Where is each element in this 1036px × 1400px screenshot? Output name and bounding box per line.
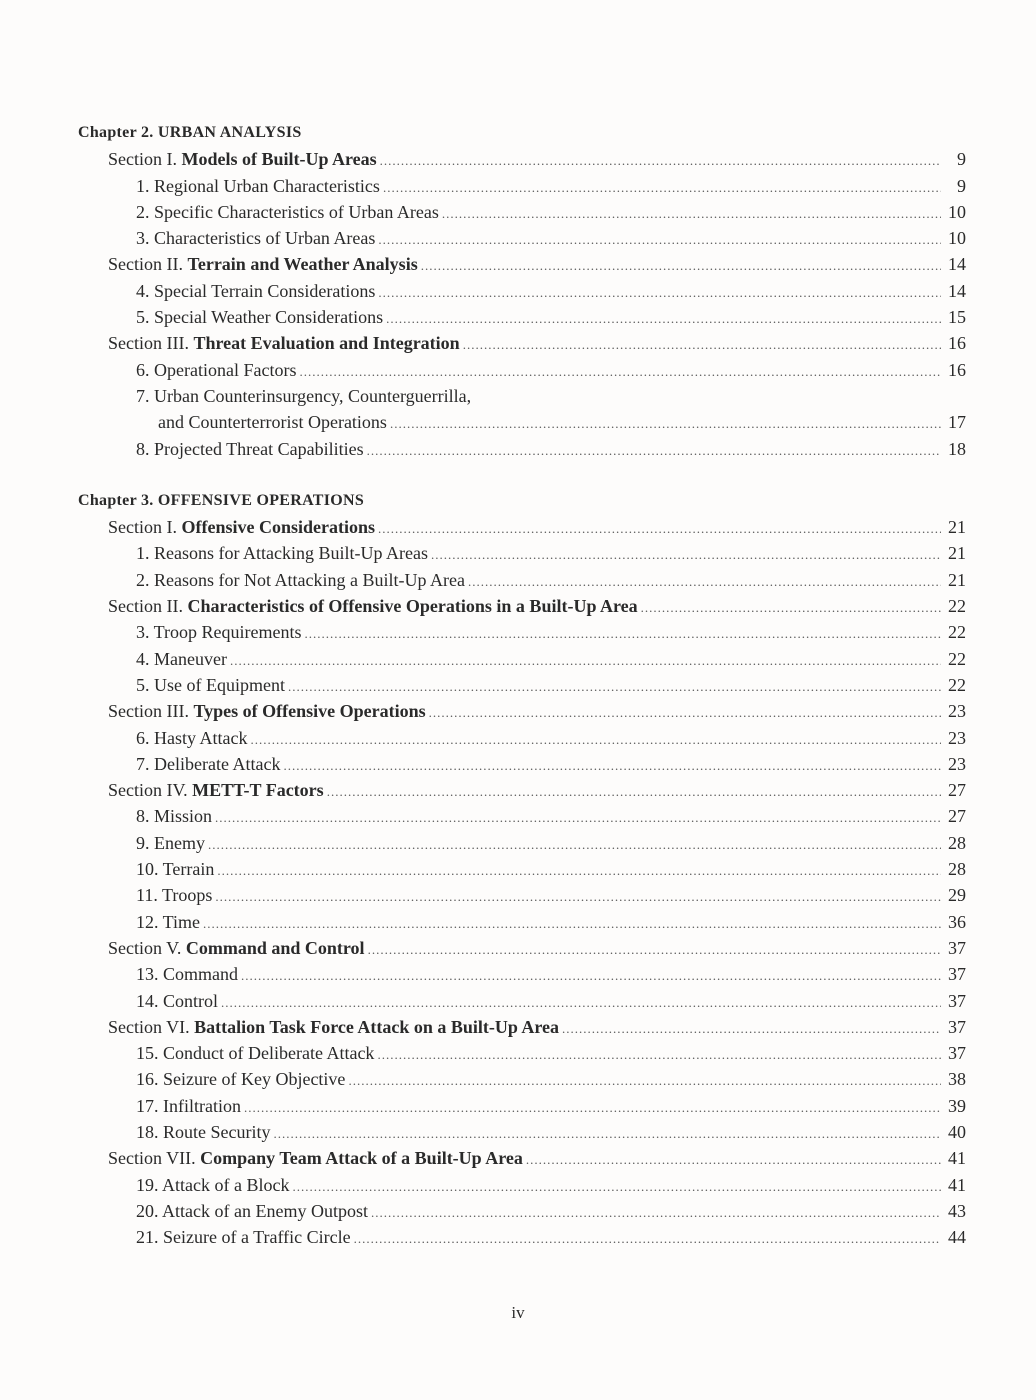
dot-leader	[429, 700, 941, 726]
section-prefix: Section III.	[108, 333, 194, 354]
dot-leader	[367, 438, 941, 464]
toc-item-row[interactable]	[78, 1066, 966, 1092]
item-label: 19. Attack of a Block	[136, 1174, 290, 1195]
chapter-heading: Chapter 2. URBAN ANALYSIS	[78, 124, 302, 141]
page-number: 38	[948, 1069, 966, 1090]
page-number: 41	[948, 1174, 966, 1195]
page-number: 22	[948, 622, 966, 643]
item-label: 3. Characteristics of Urban Areas	[136, 228, 376, 249]
toc-item-row[interactable]	[78, 856, 966, 882]
dot-leader	[421, 253, 941, 279]
item-label: 5. Special Weather Considerations	[136, 307, 384, 328]
page-number: 23	[948, 753, 966, 774]
section-title: Command and Control	[185, 937, 365, 958]
page-number: 44	[948, 1227, 966, 1248]
toc-section-row[interactable]	[78, 514, 966, 540]
dot-leader	[348, 1068, 941, 1094]
page-number: 18	[948, 438, 966, 459]
toc-item-row[interactable]	[78, 672, 966, 698]
section-title: Terrain and Weather Analysis	[187, 254, 418, 275]
dot-leader	[305, 621, 941, 647]
toc-item-row[interactable]	[78, 1040, 966, 1066]
item-label: 7. Urban Counterinsurgency, Counterguerrilla,	[136, 385, 472, 406]
toc-item-row[interactable]	[78, 1224, 966, 1250]
dot-leader	[283, 753, 941, 779]
toc-item-row[interactable]	[78, 173, 966, 199]
dot-leader	[288, 674, 941, 700]
page-number: 17	[948, 412, 966, 433]
toc-item-row[interactable]	[78, 383, 966, 409]
item-label: 18. Route Security	[136, 1121, 271, 1142]
toc-item-row[interactable]	[78, 803, 966, 829]
dot-leader	[371, 1200, 941, 1226]
dot-leader	[378, 516, 941, 542]
section-prefix: Section VII.	[108, 1148, 201, 1169]
page-number: 14	[948, 254, 966, 275]
item-label: 8. Projected Threat Capabilities	[136, 438, 364, 459]
page-number: 27	[948, 806, 966, 827]
dot-leader	[383, 175, 941, 201]
page-number: 21	[948, 543, 966, 564]
section-title: Company Team Attack of a Built-Up Area	[200, 1148, 523, 1169]
toc-section-row[interactable]	[78, 1014, 966, 1040]
table-of-contents	[78, 120, 966, 1250]
page-number: 41	[948, 1148, 966, 1169]
page-number-footer: iv	[511, 1303, 525, 1322]
page-number: 39	[948, 1095, 966, 1116]
section-title: Types of Offensive Operations	[193, 701, 426, 722]
item-label: 4. Special Terrain Considerations	[136, 280, 376, 301]
page-number: 22	[948, 674, 966, 695]
item-label: 2. Reasons for Not Attacking a Built-Up Area	[136, 569, 465, 590]
toc-item-row[interactable]	[78, 304, 966, 330]
dot-leader	[562, 1016, 941, 1042]
dot-leader	[641, 595, 941, 621]
dot-leader	[230, 648, 941, 674]
toc-section-row[interactable]	[78, 593, 966, 619]
dot-leader	[377, 1042, 941, 1068]
toc-item-row[interactable]	[78, 751, 966, 777]
dot-leader	[378, 227, 941, 253]
page-number: 36	[948, 911, 966, 932]
dot-leader	[526, 1147, 941, 1173]
page-number: 16	[948, 359, 966, 380]
item-label: 20. Attack of an Enemy Outpost	[136, 1200, 368, 1221]
item-label: 14. Control	[136, 990, 219, 1011]
dot-leader	[203, 911, 941, 937]
toc-item-row[interactable]	[78, 278, 966, 304]
section-prefix: Section I.	[108, 517, 182, 538]
toc-item-row[interactable]	[78, 882, 966, 908]
toc-item-row[interactable]	[78, 225, 966, 251]
section-title: Offensive Considerations	[181, 517, 375, 538]
item-label: 1. Regional Urban Characteristics	[136, 175, 380, 196]
toc-item-row[interactable]	[78, 1119, 966, 1145]
dot-leader	[299, 359, 941, 385]
section-prefix: Section II.	[108, 596, 188, 617]
toc-item-row[interactable]	[78, 199, 966, 225]
section-prefix: Section VI.	[108, 1016, 195, 1037]
dot-leader	[378, 280, 941, 306]
page-number: 22	[948, 648, 966, 669]
toc-item-row[interactable]	[78, 646, 966, 672]
page-number: 29	[948, 885, 966, 906]
item-label: 5. Use of Equipment	[136, 674, 285, 695]
page-number: 37	[948, 1043, 966, 1064]
page-number: 14	[948, 280, 966, 301]
toc-item-row[interactable]	[78, 988, 966, 1014]
section-title: Threat Evaluation and Integration	[193, 333, 460, 354]
toc-item-row[interactable]	[78, 357, 966, 383]
toc-item-row[interactable]	[78, 961, 966, 987]
page-number: 21	[948, 569, 966, 590]
item-label: 12. Time	[136, 911, 201, 932]
item-label: 3. Troop Requirements	[136, 622, 302, 643]
item-label: 6. Hasty Attack	[136, 727, 248, 748]
item-label: 11. Troops	[136, 885, 213, 906]
dot-leader	[468, 569, 941, 595]
page-number: 22	[948, 596, 966, 617]
item-label: 21. Seizure of a Traffic Circle	[136, 1227, 351, 1248]
toc-item-continuation-row[interactable]	[78, 409, 966, 435]
dot-leader	[431, 542, 941, 568]
dot-leader	[241, 963, 941, 989]
toc-section-row[interactable]	[78, 935, 966, 961]
dot-leader	[380, 148, 941, 174]
toc-section-row[interactable]	[78, 251, 966, 277]
page-number: 23	[948, 727, 966, 748]
dot-leader	[386, 306, 941, 332]
toc-item-row[interactable]	[78, 725, 966, 751]
page-number: 37	[948, 990, 966, 1011]
toc-section-row[interactable]	[78, 1145, 966, 1171]
toc-section-row[interactable]	[78, 777, 966, 803]
item-label: 8. Mission	[136, 806, 213, 827]
page-number: 10	[948, 201, 966, 222]
dot-leader	[217, 858, 941, 884]
section-prefix: Section I.	[108, 149, 182, 170]
section-prefix: Section III.	[108, 701, 194, 722]
toc-section-row[interactable]	[78, 698, 966, 724]
page-number: 21	[948, 517, 966, 538]
toc-item-row[interactable]	[78, 619, 966, 645]
section-prefix: Section V.	[108, 937, 186, 958]
item-label: 17. Infiltration	[136, 1095, 241, 1116]
section-prefix: Section II.	[108, 254, 188, 275]
dot-leader	[221, 990, 941, 1016]
page-number: 37	[948, 937, 966, 958]
page-number: 40	[948, 1121, 966, 1142]
item-label: 13. Command	[136, 964, 238, 985]
item-label: 15. Conduct of Deliberate Attack	[136, 1043, 375, 1064]
dot-leader	[273, 1121, 941, 1147]
page-number: 9	[957, 175, 966, 196]
item-label: 6. Operational Factors	[136, 359, 297, 380]
item-label: 1. Reasons for Attacking Built-Up Areas	[136, 543, 428, 564]
item-label: 16. Seizure of Key Objective	[136, 1069, 346, 1090]
dot-leader	[390, 411, 941, 437]
toc-section-row[interactable]	[78, 146, 966, 172]
toc-item-row[interactable]	[78, 567, 966, 593]
chapter-heading: Chapter 3. OFFENSIVE OPERATIONS	[78, 491, 365, 509]
section-title: Characteristics of Offensive Operations in a Built-Up Area	[187, 596, 638, 617]
item-label: 9. Enemy	[136, 832, 205, 853]
toc-item-row[interactable]	[78, 1172, 966, 1198]
page-number: 27	[948, 780, 966, 801]
page-number: 9	[957, 149, 966, 170]
dot-leader	[354, 1226, 941, 1252]
page-number: 37	[948, 1016, 966, 1037]
dot-leader	[442, 201, 941, 227]
section-title: Battalion Task Force Attack on a Built-Up Area	[194, 1016, 560, 1037]
item-label: 4. Maneuver	[136, 648, 227, 669]
dot-leader	[244, 1095, 941, 1121]
page-number: 43	[948, 1200, 966, 1221]
page-number: 10	[948, 228, 966, 249]
toc-item-row[interactable]	[78, 1198, 966, 1224]
item-label: 7. Deliberate Attack	[136, 753, 281, 774]
toc-item-row[interactable]	[78, 1093, 966, 1119]
item-label: 2. Specific Characteristics of Urban Areas	[136, 201, 439, 222]
section-title: Models of Built-Up Areas	[181, 149, 377, 170]
dot-leader	[250, 727, 941, 753]
dot-leader	[215, 805, 941, 831]
dot-leader	[463, 332, 941, 358]
page-number: 23	[948, 701, 966, 722]
toc-item-row[interactable]	[78, 909, 966, 935]
toc-item-row[interactable]	[78, 830, 966, 856]
page-number: 37	[948, 964, 966, 985]
toc-section-row[interactable]	[78, 330, 966, 356]
page-number: 16	[948, 333, 966, 354]
item-label: 10. Terrain	[136, 859, 215, 880]
section-prefix: Section IV.	[108, 780, 193, 801]
dot-leader	[292, 1174, 941, 1200]
page-number: 28	[948, 832, 966, 853]
dot-leader	[368, 937, 941, 963]
page-number: 28	[948, 859, 966, 880]
toc-item-row[interactable]	[78, 540, 966, 566]
toc-item-row[interactable]	[78, 436, 966, 462]
dot-leader	[215, 884, 941, 910]
section-title: METT-T Factors	[192, 780, 324, 801]
item-label-continuation: and Counterterrorist Operations	[158, 412, 387, 433]
dot-leader	[327, 779, 941, 805]
dot-leader	[208, 832, 941, 858]
page-number: 15	[948, 307, 966, 328]
